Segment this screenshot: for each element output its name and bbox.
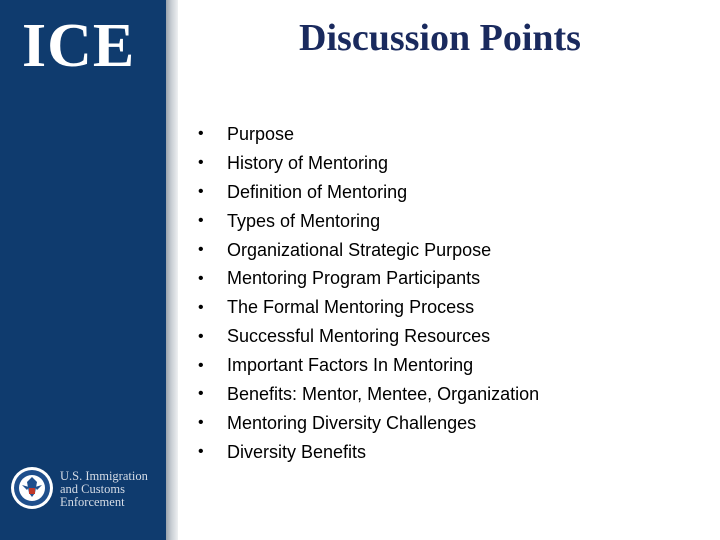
list-item	[198, 322, 539, 351]
list-item	[198, 120, 539, 149]
list-item	[198, 351, 539, 380]
list-item	[198, 380, 539, 409]
bullet-text: Successful Mentoring Resources	[227, 326, 491, 347]
bullet-icon: •	[198, 298, 204, 316]
bullet-text: Important Factors In Mentoring	[227, 355, 474, 376]
sidebar-panel	[0, 0, 166, 540]
bullet-text: Definition of Mentoring	[227, 181, 408, 202]
dhs-seal-icon	[10, 466, 54, 510]
bullet-icon: •	[198, 327, 204, 345]
bullet-icon: •	[198, 269, 204, 287]
list-item	[198, 293, 539, 322]
slide-title: Discussion Points	[299, 17, 581, 59]
bullet-icon: •	[198, 125, 204, 143]
list-item	[198, 149, 539, 178]
bullet-list	[198, 120, 539, 467]
bullet-text: History of Mentoring	[227, 152, 389, 173]
bullet-text: Diversity Benefits	[227, 441, 367, 462]
bullet-icon: •	[198, 414, 204, 432]
list-item	[198, 207, 539, 236]
bullet-icon: •	[198, 443, 204, 461]
bullet-icon: •	[198, 385, 204, 403]
bullet-icon: •	[198, 183, 204, 201]
list-item	[198, 236, 539, 265]
bullet-text: Mentoring Diversity Challenges	[227, 412, 477, 433]
bullet-text: Mentoring Program Participants	[227, 268, 481, 289]
bullet-text: Benefits: Mentor, Mentee, Organization	[227, 383, 540, 404]
list-item	[198, 264, 539, 293]
bullet-icon: •	[198, 356, 204, 374]
bullet-icon: •	[198, 241, 204, 258]
bullet-text: Organizational Strategic Purpose	[227, 239, 492, 260]
sidebar-shadow	[166, 0, 178, 540]
ice-logo-text: ICE	[22, 12, 136, 80]
list-item	[198, 178, 539, 207]
bullet-text: The Formal Mentoring Process	[227, 297, 475, 318]
bullet-text: Types of Mentoring	[227, 210, 381, 231]
list-item	[198, 409, 539, 438]
bullet-icon: •	[198, 154, 204, 172]
list-item	[198, 438, 539, 467]
bullet-icon: •	[198, 212, 204, 230]
bullet-text: Purpose	[227, 123, 295, 144]
agency-name: U.S. Immigration and Customs Enforcement	[60, 469, 148, 509]
